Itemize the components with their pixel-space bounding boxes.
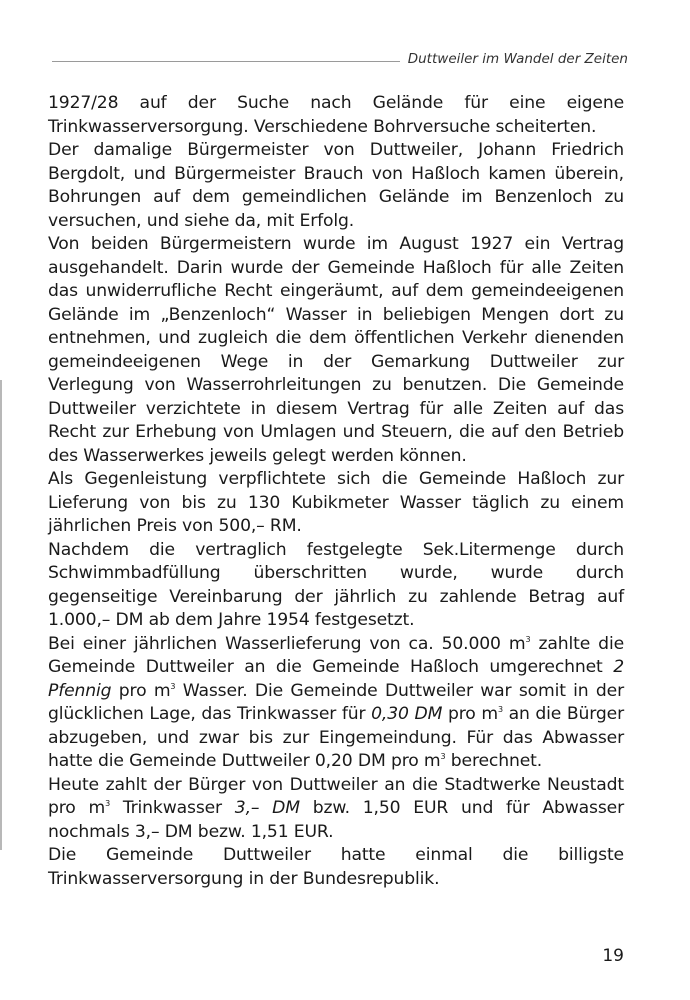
paragraph-4: Als Gegenleistung verpflichtete sich die Gemeinde Haßloch zur Lieferung von bis zu 130 Kubikmeter Wasser täglich zu einem jährlichen Preis von 500,– RM. bbox=[48, 469, 624, 536]
text-segment: Wasser. Die Gemeinde Duttweiler war somit in der glücklichen Lage, das Trinkwasser für bbox=[48, 680, 624, 724]
emphasized-price: 2 Pfennig bbox=[48, 657, 624, 701]
running-header bbox=[52, 48, 628, 76]
text-segment: Bei einer jährlichen Wasserlieferung von ca. 50.000 m bbox=[48, 633, 526, 654]
text-segment: an die Bürger abzugeben, und zwar bis zur Eingemeindung. Für das Abwasser hatte die Gemeinde Duttweiler 0,20 DM pro m bbox=[48, 704, 625, 771]
emphasized-price: 3,– DM bbox=[234, 798, 300, 818]
paragraph-5: Nachdem die vertraglich festgelegte Sek.Litermenge durch Schwimmbadfüllung überschritten wurde, wurde durch gegenseitige Vereinbarung der jährlich zu zahlende Betrag auf 1.000,– DM ab dem Jahre 1954 festgesetzt. bbox=[48, 539, 624, 630]
paragraph-7 bbox=[48, 774, 624, 845]
text-segment: bzw. 1,50 EUR und für Abwasser nochmals 3,– DM bezw. 1,51 EUR. bbox=[48, 798, 624, 842]
superscript: 3 bbox=[497, 705, 503, 714]
text-segment: berechnet. bbox=[445, 751, 543, 771]
body-text bbox=[48, 92, 624, 891]
text-segment: Heute zahlt der Bürger von Duttweiler an die Stadtwerke Neustadt pro m bbox=[48, 774, 624, 818]
page-number: 19 bbox=[602, 946, 624, 966]
superscript: 3 bbox=[440, 752, 446, 761]
text-segment: pro m bbox=[111, 680, 171, 701]
paragraph-2: Der damalige Bürgermeister von Duttweiler, Johann Friedrich Bergdolt, und Bürgermeister Brauch von Haßloch kamen überein, Bohrungen auf dem gemeindlichen Gelände im Benzenloch zu versuchen, und siehe da, mit Erfolg. bbox=[48, 140, 624, 231]
header-rule bbox=[52, 61, 400, 62]
text-segment: pro m bbox=[442, 704, 498, 724]
text-segment: Trinkwasser bbox=[110, 798, 235, 818]
paragraph-3: Von beiden Bürgermeistern wurde im August 1927 ein Vertrag ausgehandelt. Darin wurde der Gemeinde Haßloch für alle Zeiten das unwiderrufliche Recht eingeräumt, auf dem gemeindeeigenen Gelände im „Benzenloch“ Wasser in beliebigen Mengen dort zu entnehmen, und zugleich die dem öffentlichen Verkehr dienenden gemeindeeigenen Wege in der Gemarkung Duttweiler zur Verlegung von Wasserrohrleitungen zu benutzen. Die Gemeinde Duttweiler verzichtete in diesem Vertrag für alle Zeiten auf das Recht zur Erhebung von Umlagen und Steuern, die auf den Betrieb des Wasserwerkes jeweils gelegt werden können. bbox=[48, 234, 624, 466]
text-segment: zahlte die Gemeinde Duttweiler an die Gemeinde Haßloch umgerechnet bbox=[48, 633, 624, 677]
emphasized-price: 0,30 DM bbox=[371, 704, 443, 724]
superscript: 3 bbox=[170, 681, 176, 691]
header-title: Duttweiler im Wandel der Zeiten bbox=[407, 51, 628, 67]
superscript: 3 bbox=[105, 799, 111, 808]
paragraph-6 bbox=[48, 633, 624, 774]
superscript: 3 bbox=[525, 634, 531, 644]
paragraph-8: Die Gemeinde Duttweiler hatte einmal die billigste Trinkwasserversorgung in der Bundesrepublik. bbox=[48, 845, 624, 889]
paragraph-1: 1927/28 auf der Suche nach Gelände für eine eigene Trinkwasserversorgung. Verschiedene Bohrversuche scheiterten. bbox=[48, 93, 624, 137]
page-edge-shadow bbox=[0, 380, 2, 850]
